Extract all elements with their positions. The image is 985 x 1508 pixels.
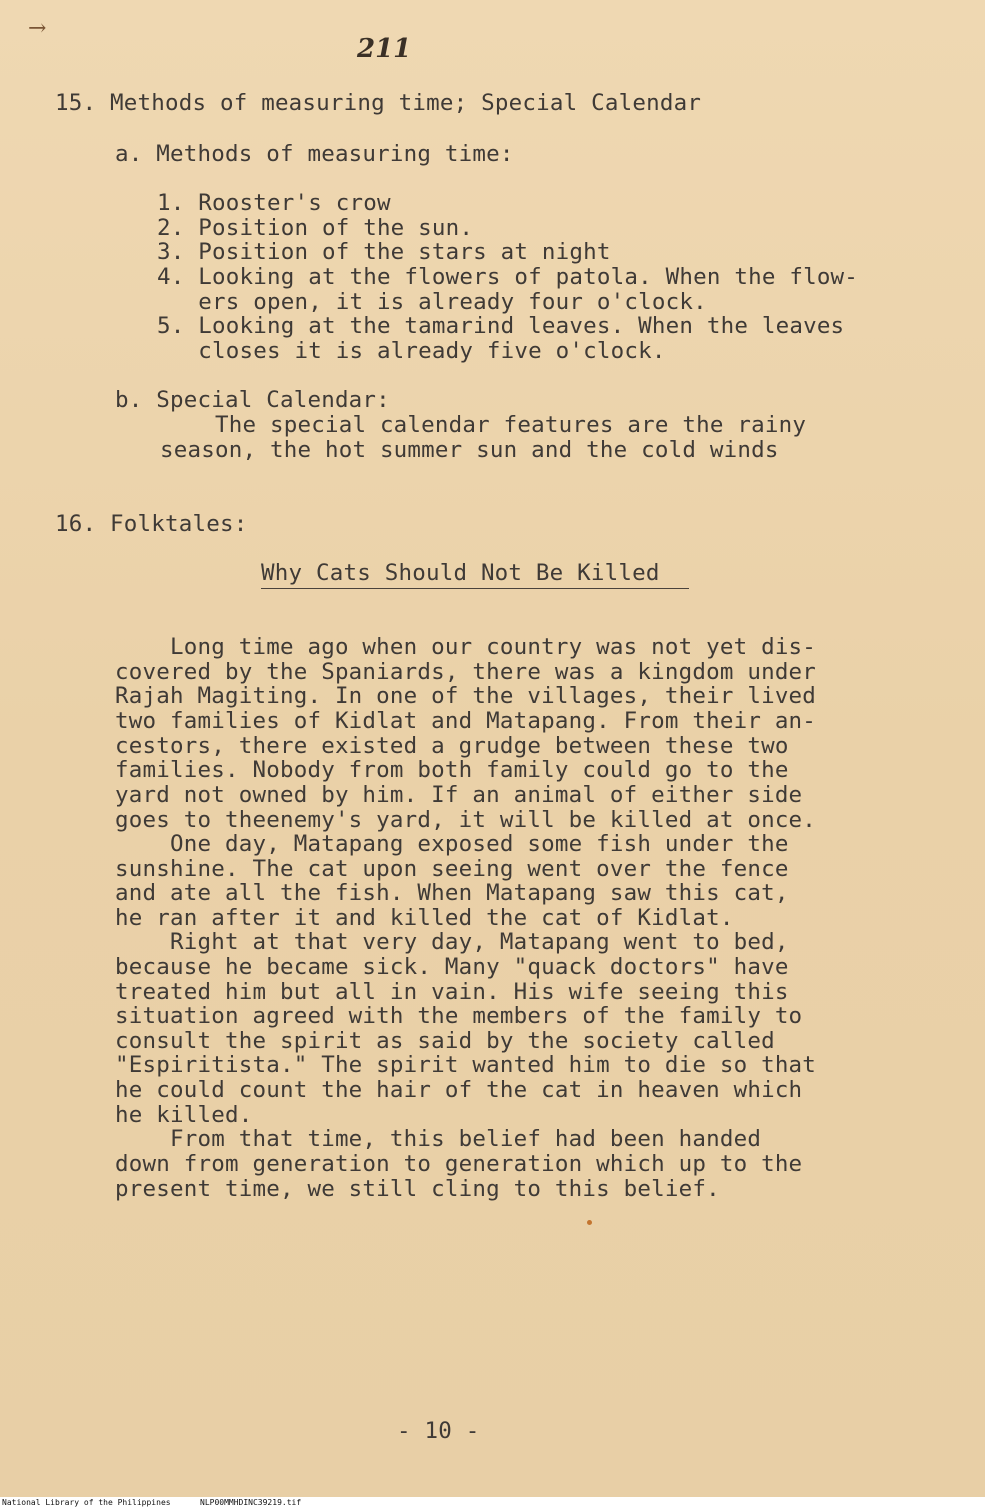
story-line: Long time ago when our country was not yet dis- — [115, 634, 817, 660]
ink-spot — [587, 1220, 592, 1225]
story-line: because he became sick. Many "quack doctors" have — [115, 954, 789, 980]
arrow-mark-icon: → — [28, 16, 47, 41]
story-line: sunshine. The cat upon seeing went over the fence — [115, 856, 789, 882]
scan-filename: NLP00MMHDINC39219.tif — [200, 1498, 302, 1507]
section-15-heading: 15. Methods of measuring time; Special Calendar — [55, 90, 702, 116]
story-line: situation agreed with the members of the family to — [115, 1003, 803, 1029]
calendar-text-line: The special calendar features are the rainy — [160, 412, 807, 438]
story-line: treated him but all in vain. His wife seeing this — [115, 979, 789, 1005]
story-line: goes to theenemy's yard, it will be killed at once. — [115, 807, 817, 833]
handwritten-page-number: 211 — [357, 34, 412, 64]
story-line: and ate all the fish. When Matapang saw this cat, — [115, 880, 789, 906]
story-line: consult the spirit as said by the society called — [115, 1028, 775, 1054]
time-method-item: 2. Position of the sun. — [157, 215, 474, 241]
title-underline — [261, 588, 689, 589]
time-method-item: 4. Looking at the flowers of patola. When the flow- — [157, 264, 859, 290]
story-line: covered by the Spaniards, there was a kingdom under — [115, 659, 817, 685]
section-15a-heading: a. Methods of measuring time: — [115, 141, 514, 167]
story-line: "Espiritista." The spirit wanted him to die so that — [115, 1052, 817, 1078]
story-line: he could count the hair of the cat in heaven which — [115, 1077, 803, 1103]
page-footer-number: - 10 - — [397, 1418, 480, 1444]
story-line: present time, we still cling to this belief. — [115, 1176, 720, 1202]
story-line: Right at that very day, Matapang went to bed, — [115, 929, 789, 955]
story-line: he ran after it and killed the cat of Kidlat. — [115, 905, 734, 931]
time-method-item: closes it is already five o'clock. — [157, 338, 666, 364]
time-method-item: 1. Rooster's crow — [157, 190, 391, 216]
story-line: families. Nobody from both family could go to the — [115, 757, 789, 783]
story-title: Why Cats Should Not Be Killed — [261, 560, 660, 586]
scan-footer-bar — [0, 1497, 985, 1508]
time-method-item: 3. Position of the stars at night — [157, 239, 611, 265]
story-line: yard not owned by him. If an animal of either side — [115, 782, 803, 808]
section-16-heading: 16. Folktales: — [55, 511, 248, 537]
time-method-item: ers open, it is already four o'clock. — [157, 289, 707, 315]
story-line: down from generation to generation which up to the — [115, 1151, 803, 1177]
scan-institution: National Library of the Philippines — [2, 1498, 171, 1507]
story-line: cestors, there existed a grudge between these two — [115, 733, 789, 759]
story-line: two families of Kidlat and Matapang. From their an- — [115, 708, 817, 734]
calendar-text-line: season, the hot summer sun and the cold winds — [160, 437, 779, 463]
story-line: From that time, this belief had been handed — [115, 1126, 762, 1152]
time-method-item: 5. Looking at the tamarind leaves. When the leaves — [157, 313, 845, 339]
story-line: One day, Matapang exposed some fish under the — [115, 831, 789, 857]
section-15b-heading: b. Special Calendar: — [115, 387, 390, 413]
story-line: Rajah Magiting. In one of the villages, their lived — [115, 683, 817, 709]
story-line: he killed. — [115, 1102, 253, 1128]
